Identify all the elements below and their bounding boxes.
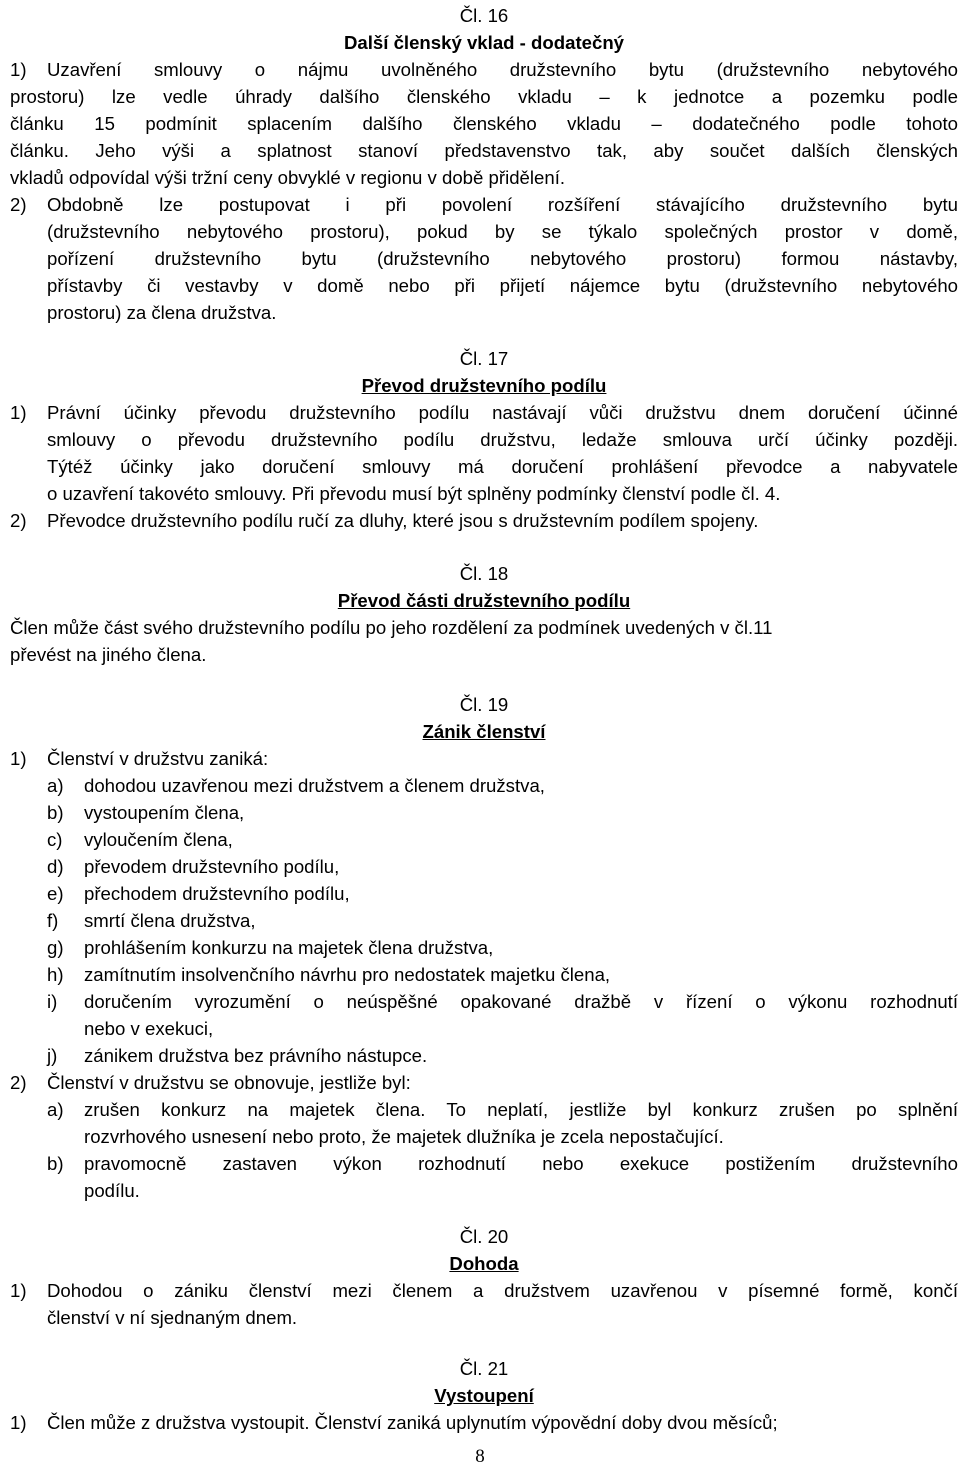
list-item: nebo v exekuci, [84,1018,214,1039]
text-line: článku 15 podmínit splacením dalšího členského vkladu – dodatečného podle tohoto [10,113,958,134]
list-item: zánikem družstva bez právního nástupce. [84,1045,428,1066]
list-item: zamítnutím insolvenčního návrhu pro nedostatek majetku člena, [84,964,611,985]
list-marker: c) [47,829,63,850]
text-line: Členství v družstvu se obnovuje, jestliže byl: [47,1072,411,1093]
paragraph-marker: 1) [10,1412,27,1433]
list-item: dohodou uzavřenou mezi družstvem a členem družstva, [84,775,545,796]
text-line: (družstevního nebytového prostoru), pokud by se týkalo společných prostor v domě, [47,221,958,242]
paragraph-marker: 1) [10,59,27,80]
paragraph-marker: 2) [10,194,27,215]
list-item: převodem družstevního podílu, [84,856,340,877]
list-marker: a) [47,1099,64,1120]
text-line: smlouvy o převodu družstevního podílu družstvu, ledaže smlouva určí účinky později. [47,429,958,450]
article-20-number: Čl. 20 [459,1226,509,1247]
article-18-number: Čl. 18 [459,563,509,584]
paragraph-marker: 2) [10,510,27,531]
list-marker: b) [47,1153,64,1174]
text-line: prostoru) lze vedle úhrady dalšího členského vkladu – k jednotce a pozemku podle [10,86,958,107]
text-line: prostoru) za člena družstva. [47,302,277,323]
list-item: pravomocně zastaven výkon rozhodnutí nebo exekuce postižením družstevního [84,1153,958,1174]
list-item: podílu. [84,1180,140,1201]
text-line: vkladů odpovídal výši tržní ceny obvyklé v regionu v době přidělení. [10,167,566,188]
text-line: Členství v družstvu zaniká: [47,748,269,769]
list-marker: j) [47,1045,58,1066]
list-item: rozvrhového usnesení nebo proto, že majetek dlužníka je zcela nepostačující. [84,1126,724,1147]
list-item: zrušen konkurz na majetek člena. To neplatí, jestliže byl konkurz zrušen po splnění [84,1099,958,1120]
paragraph-marker: 1) [10,402,27,423]
list-marker: h) [47,964,64,985]
list-marker: a) [47,775,64,796]
list-marker: g) [47,937,64,958]
list-item: prohlášením konkurzu na majetek člena družstva, [84,937,494,958]
list-marker: d) [47,856,64,877]
article-17-heading: Převod družstevního podílu [361,375,607,396]
list-marker: i) [47,991,58,1012]
paragraph-marker: 1) [10,748,27,769]
text-line: Dohodou o zániku členství mezi členem a družstvem uzavřenou v písemné formě, končí [47,1280,958,1301]
list-item: doručením vyrozumění o neúspěšné opakované dražbě v řízení o výkonu rozhodnutí [84,991,958,1012]
article-17-number: Čl. 17 [459,348,509,369]
text-line: pořízení družstevního bytu (družstevního nebytového prostoru) formou nástavby, [47,248,958,269]
list-item: vyloučením člena, [84,829,233,850]
list-marker: b) [47,802,64,823]
list-marker: e) [47,883,64,904]
text-line: Převodce družstevního podílu ručí za dluhy, které jsou s družstevním podílem spojeny. [47,510,759,531]
article-16-heading: Další členský vklad - dodatečný [343,32,625,53]
article-16-number: Čl. 16 [459,5,509,26]
article-19-number: Čl. 19 [459,694,509,715]
text-line: článku. Jeho výši a splatnost stanoví představenstvo tak, aby součet dalších členských [10,140,958,161]
page-number: 8 [475,1446,485,1467]
text-line: Uzavření smlouvy o nájmu uvolněného družstevního bytu (družstevního nebytového [47,59,958,80]
list-item: vystoupením člena, [84,802,245,823]
paragraph-marker: 1) [10,1280,27,1301]
text-line: Obdobně lze postupovat i při povolení rozšíření stávajícího družstevního bytu [47,194,958,215]
text-line: Člen může z družstva vystoupit. Členství zaniká uplynutím výpovědní doby dvou měsíců; [47,1412,778,1433]
article-20-heading: Dohoda [449,1253,519,1274]
text-line: přístavby či vestavby v domě nebo při přijetí nájemce bytu (družstevního nebytového [47,275,958,296]
article-21-heading: Vystoupení [434,1385,534,1406]
article-19-heading: Zánik členství [422,721,546,742]
article-21-number: Čl. 21 [459,1358,509,1379]
text-line: převést na jiného člena. [10,644,207,665]
list-item: přechodem družstevního podílu, [84,883,350,904]
text-line: Právní účinky převodu družstevního podílu nastávají vůči družstvu dnem doručení účinné [47,402,958,423]
list-item: smrtí člena družstva, [84,910,256,931]
paragraph-marker: 2) [10,1072,27,1093]
text-line: Člen může část svého družstevního podílu po jeho rozdělení za podmínek uvedených v čl.11 [10,617,773,638]
list-marker: f) [47,910,59,931]
text-line: o uzavření takovéto smlouvy. Při převodu musí být splněny podmínky členství podle čl. 4. [47,483,781,504]
article-18-heading: Převod části družstevního podílu [337,590,631,611]
text-line: členství v ní sjednaným dnem. [47,1307,298,1328]
text-line: Týtéž účinky jako doručení smlouvy má doručení prohlášení převodce a nabyvatele [47,456,958,477]
